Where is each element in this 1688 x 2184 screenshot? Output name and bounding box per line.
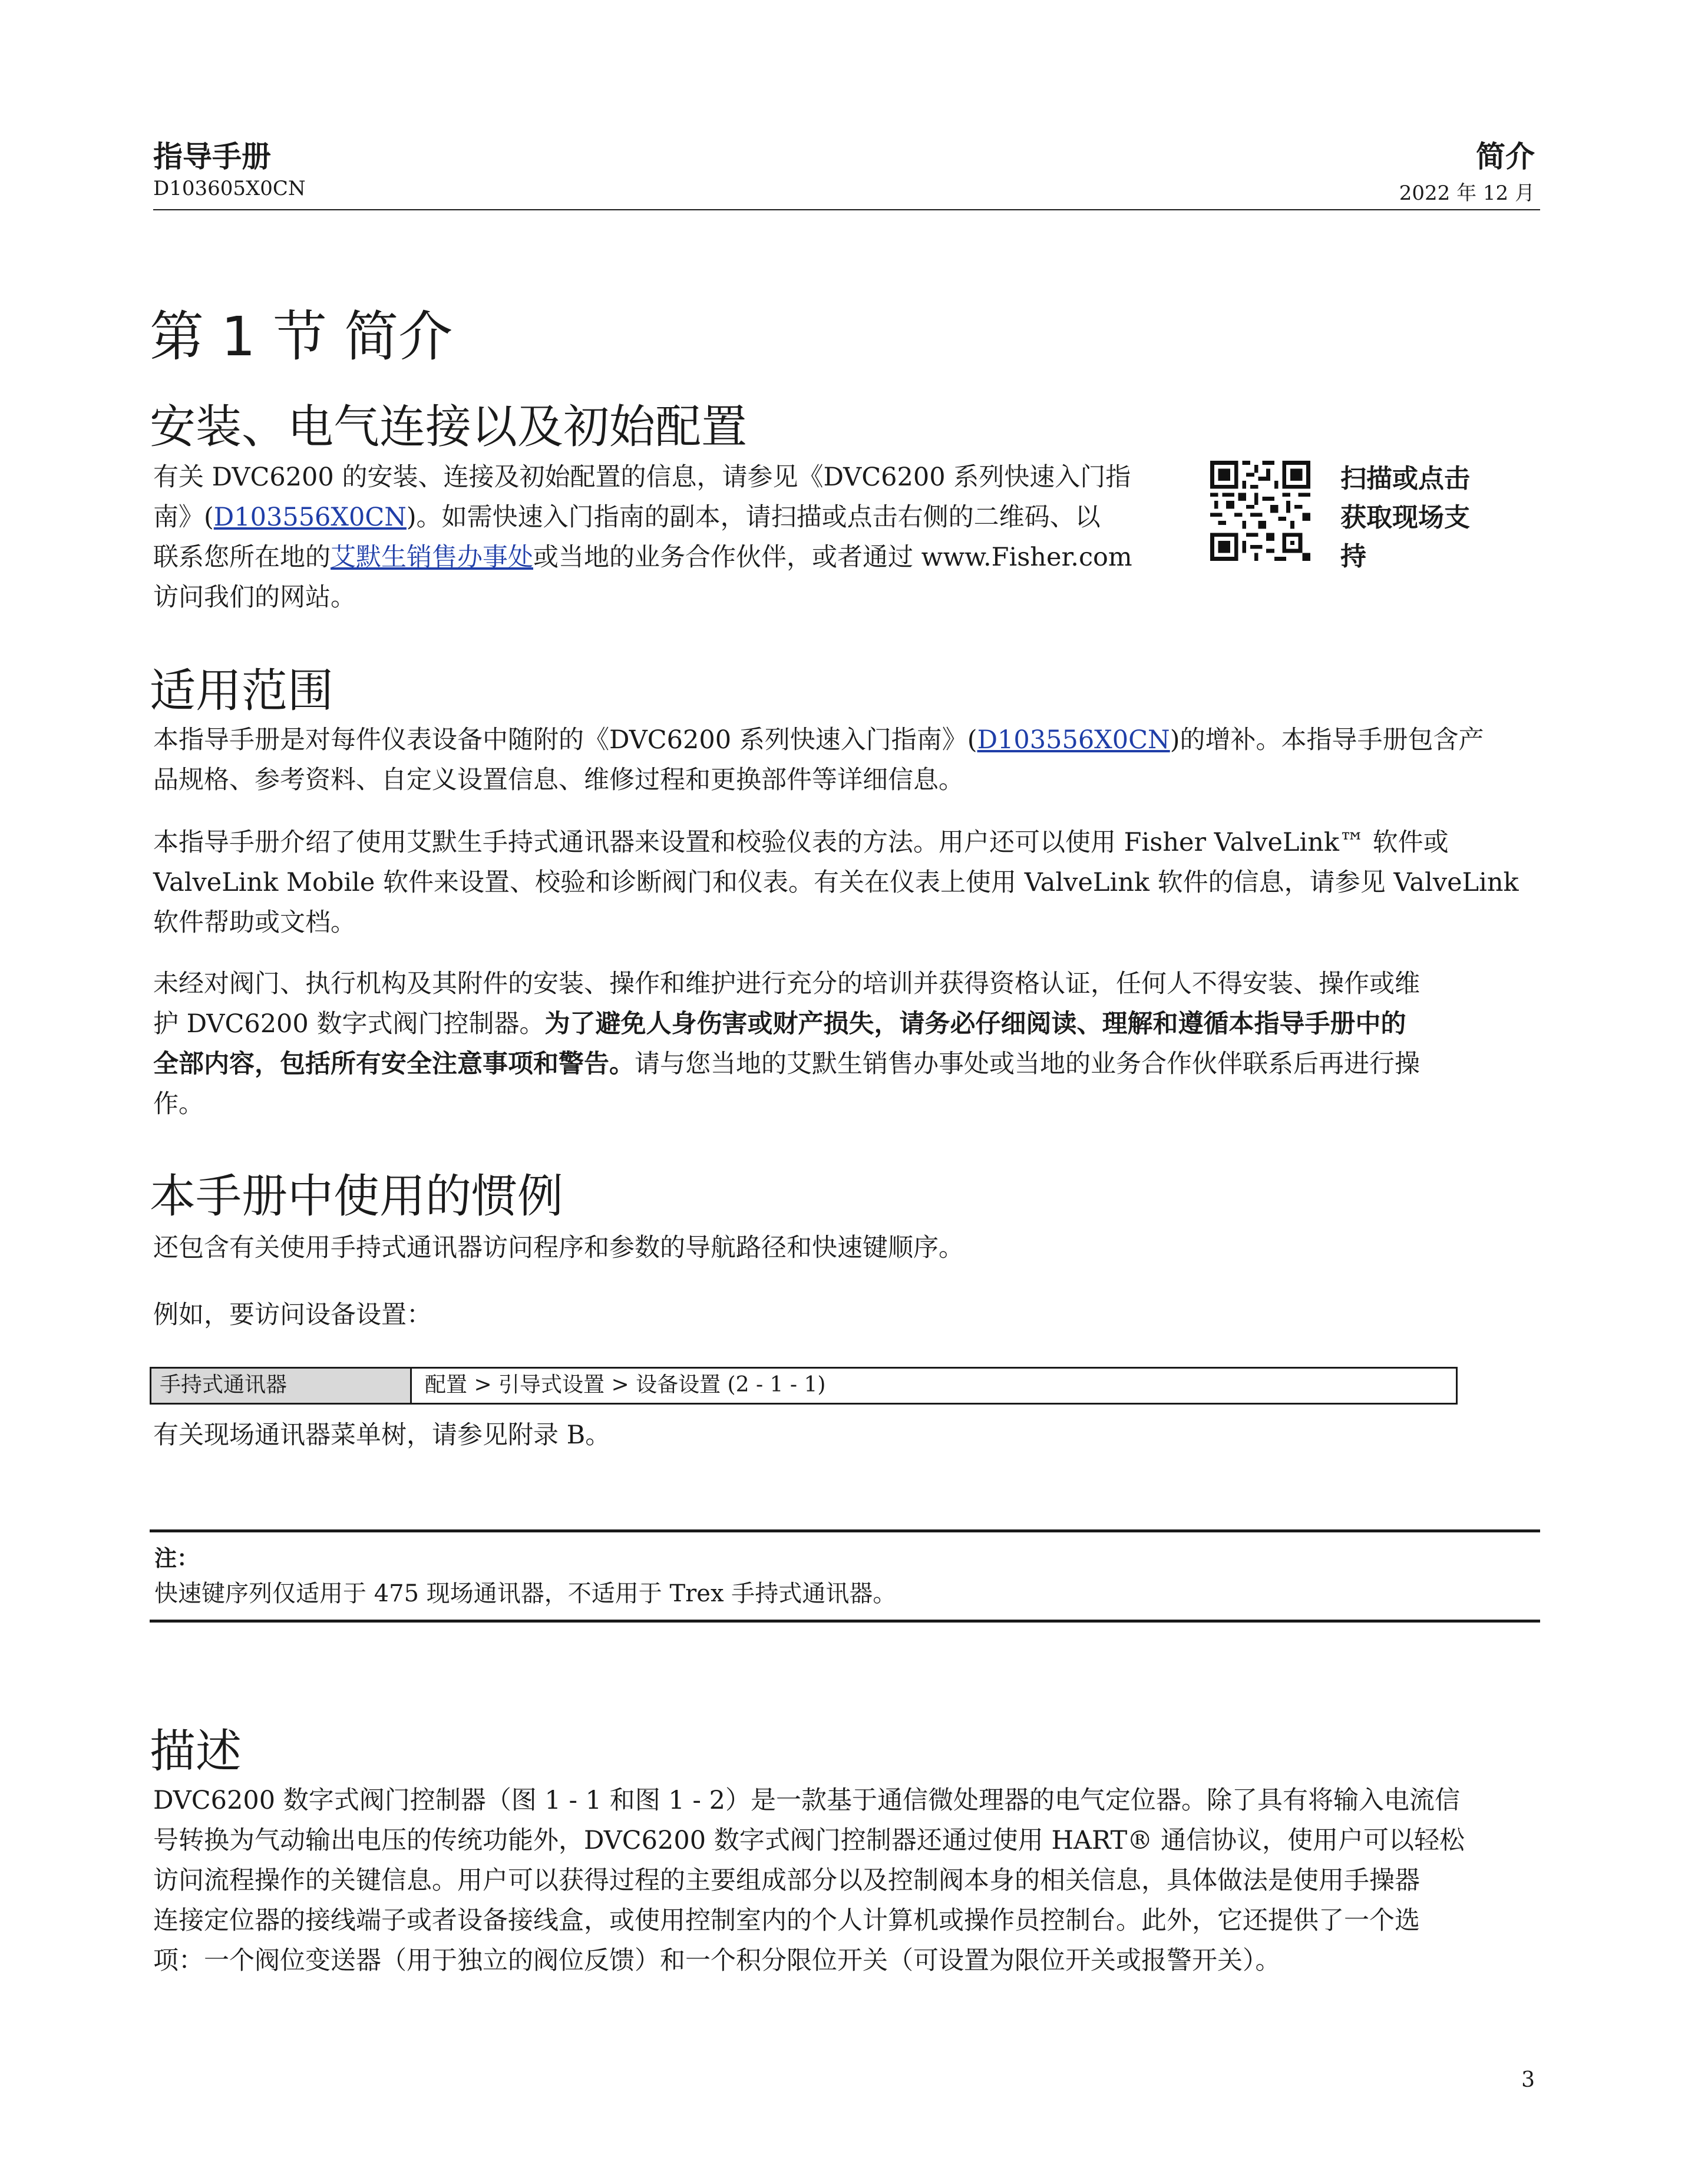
sales-office-link[interactable]: 艾默生销售办事处 <box>331 543 533 572</box>
safety-warning-text: 为了避免人身伤害或财产损失，请务必仔细阅读、理解和遵循本指导手册中的 <box>544 1009 1406 1039</box>
note-top-rule <box>150 1529 1540 1532</box>
description-heading: 描述 <box>150 1725 242 1778</box>
description-line-4: 连接定位器的接线端子或者设备接线盒，或使用控制室内的个人计算机或操作员控制台。此外，它还提供了一个选 <box>153 1906 1420 1935</box>
scope-p1-post: )的增补。本指导手册包含产 <box>1170 725 1484 755</box>
quickstart-guide-link[interactable]: D103556X0CN <box>213 503 407 532</box>
section-title: 第 1 节 简介 <box>150 305 453 368</box>
scope-p2-line-2: ValveLink Mobile 软件来设置、校验和诊断阀门和仪表。有关在仪表上使用 ValveLink 软件的信息，请参见 ValveLink <box>153 868 1519 897</box>
scope-p3-line-2-pre: 护 DVC6200 数字式阀门控制器。 <box>153 1009 545 1039</box>
description-line-1: DVC6200 数字式阀门控制器（图 1 - 1 和图 1 - 2）是一款基于通信微处理器的电气定位器。除了具有将输入电流信 <box>153 1786 1460 1815</box>
conventions-heading: 本手册中使用的惯例 <box>150 1170 564 1223</box>
qr-caption <box>1340 460 1505 576</box>
description-line-2: 号转换为气动输出电压的传统功能外，DVC6200 数字式阀门控制器还通过使用 HART® 通信协议，使用户可以轻松 <box>153 1826 1465 1855</box>
install-line-2-post: )。如需快速入门指南的副本，请扫描或点击右侧的二维码、以 <box>406 503 1101 532</box>
document-date: 2022 年 12 月 <box>1399 181 1535 205</box>
install-paragraph <box>153 457 1190 617</box>
header-divider <box>153 209 1540 210</box>
qr-caption-line-3: 持 <box>1340 541 1366 571</box>
qr-code-icon[interactable] <box>1210 461 1310 561</box>
manual-type: 指导手册 <box>153 140 271 174</box>
scope-p1-line-2: 品规格、参考资料、自定义设置信息、维修过程和更换部件等详细信息。 <box>153 765 964 795</box>
qr-caption-line-2: 获取现场支 <box>1340 503 1470 533</box>
scope-paragraph-2 <box>153 822 1540 943</box>
description-line-3: 访问流程操作的关键信息。用户可以获得过程的主要组成部分以及控制阀本身的相关信息，具体做法是使用手操器 <box>153 1866 1420 1895</box>
scope-p1-line-1 <box>153 720 1540 760</box>
scope-paragraph-1 <box>153 720 1540 800</box>
install-line-2-pre: 南》( <box>153 503 214 532</box>
scope-p3-line-2 <box>153 1004 1540 1044</box>
description-paragraph <box>153 1780 1540 1981</box>
install-line-4: 访问我们的网站。 <box>153 583 356 612</box>
install-heading: 安装、电气连接以及初始配置 <box>150 401 748 454</box>
note-bottom-rule <box>150 1620 1540 1623</box>
scope-p1-pre: 本指导手册是对每件仪表设备中随附的《DVC6200 系列快速入门指南》( <box>153 725 977 755</box>
navigation-path-table <box>150 1367 1458 1405</box>
scope-p3-line-1: 未经对阀门、执行机构及其附件的安装、操作和维护进行充分的培训并获得资格认证，任何人不得安装、操作或维 <box>153 969 1420 999</box>
document-number: D103605X0CN <box>153 177 306 200</box>
conventions-paragraph-3: 有关现场通讯器菜单树，请参见附录 B。 <box>153 1420 611 1450</box>
scope-p3-line-4: 作。 <box>153 1089 204 1119</box>
navigation-path-cell: 配置 > 引导式设置 > 设备设置 (2 - 1 - 1) <box>425 1373 826 1397</box>
scope-quickstart-link[interactable]: D103556X0CN <box>977 725 1170 755</box>
install-line-3-pre: 联系您所在地的 <box>153 543 331 572</box>
conventions-paragraph-2: 例如，要访问设备设置： <box>153 1300 432 1330</box>
note-label: 注： <box>154 1545 200 1571</box>
scope-p3-line-3 <box>153 1044 1540 1084</box>
scope-heading: 适用范围 <box>150 665 334 718</box>
scope-p2-line-1: 本指导手册介绍了使用艾默生手持式通讯器来设置和校验仪表的方法。用户还可以使用 Fisher ValveLink™ 软件或 <box>153 828 1449 857</box>
device-label-cell: 手持式通讯器 <box>151 1369 412 1403</box>
scope-p2-line-3: 软件帮助或文档。 <box>153 908 356 937</box>
page-number: 3 <box>1521 2068 1535 2092</box>
install-line-2 <box>153 497 1190 537</box>
qr-caption-line-1: 扫描或点击 <box>1340 464 1470 494</box>
install-line-3 <box>153 537 1190 577</box>
scope-p3-line-3-post: 请与您当地的艾默生销售办事处或当地的业务合作伙伴联系后再进行操 <box>635 1049 1420 1079</box>
chapter-name: 简介 <box>1476 140 1535 174</box>
install-line-3-post: 或当地的业务合作伙伴，或者通过 www.Fisher.com <box>533 543 1132 572</box>
safety-warning-text-2: 全部内容，包括所有安全注意事项和警告。 <box>153 1049 635 1079</box>
scope-paragraph-3 <box>153 964 1540 1124</box>
install-line-1: 有关 DVC6200 的安装、连接及初始配置的信息，请参见《DVC6200 系列快速入门指 <box>153 462 1131 492</box>
description-line-5: 项：一个阀位变送器（用于独立的阀位反馈）和一个积分限位开关（可设置为限位开关或报警开关）。 <box>153 1946 1281 1975</box>
conventions-paragraph-1: 还包含有关使用手持式通讯器访问程序和参数的导航路径和快速键顺序。 <box>153 1233 964 1263</box>
note-text: 快速键序列仅适用于 475 现场通讯器，不适用于 Trex 手持式通讯器。 <box>154 1580 897 1607</box>
